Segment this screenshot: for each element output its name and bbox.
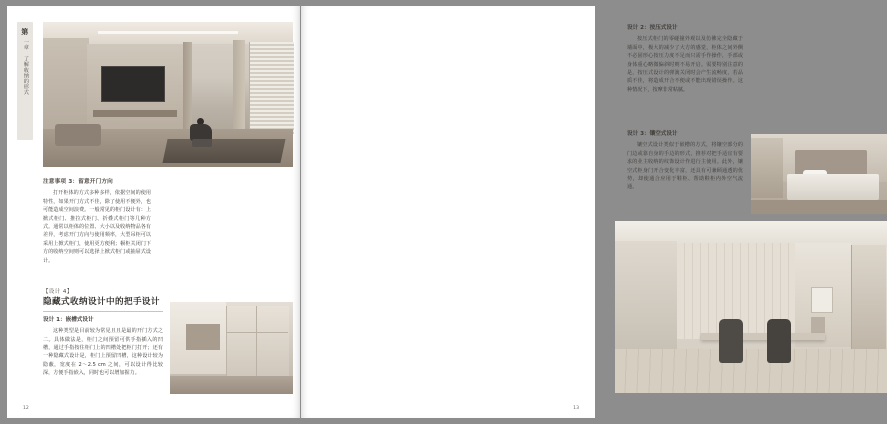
chapter-tab-vertical: 了解收纳的形式	[22, 56, 29, 96]
right-block-1	[627, 24, 743, 94]
photo-living-room	[43, 22, 293, 167]
chapter-tab-num: 第	[21, 28, 29, 36]
photo-bedroom	[751, 134, 887, 214]
section-title: 隐藏式收纳设计中的把手设计	[43, 297, 160, 308]
photo-hallway-cabinet	[170, 302, 293, 394]
person-figure	[189, 118, 215, 148]
note-block	[43, 178, 151, 265]
section-number: 【设计 4】	[43, 289, 73, 295]
chair-right	[767, 319, 791, 363]
right-block-1-head: 设计 2：按压式设计	[627, 25, 678, 31]
chapter-tab	[17, 22, 33, 140]
chapter-tab-label: 一章	[22, 38, 29, 50]
chair-left	[719, 319, 743, 363]
note-title: 注意事项 3：留意开门方向	[43, 179, 113, 185]
wall-art	[811, 287, 833, 313]
section-divider	[43, 311, 163, 312]
section-intro: 这种类型是目前较为常见且且是最的开门方式之二。具体做法是，柜门之间预留可供手指插入的凹槽，通过手指按住柜门上的凹槽处把柜门打开；还有一种隐藏式设计是，柜门上预留凹槽，这种设计较为隐蔽，宽度在 2～2.5 cm 之间，可以设计得比较深，方便手指嵌入，同时也可以增加握力。	[43, 328, 163, 377]
tv-screen	[101, 66, 165, 102]
right-block-2-body: 镶空式设计类似于嵌槽的方式，将镶空部分的门边或靠自身的手边的形式，推荐对把手适宜有要求的业主收纳的纹饰设计作进行主使用。此外，镶空式柜身门开合变化丰富，还具有可兼顾通透的优势，却使通合应用于鞋柜、帮助鞋柜内外空气流通。	[627, 142, 743, 191]
photo-study-room	[615, 221, 887, 393]
folio-right: 13	[573, 406, 579, 411]
section-block	[43, 288, 163, 378]
right-page	[301, 6, 743, 418]
right-block-1-body: 按压式柜门的零碰撞外观以及仿佛完全隐藏于墙面中，极大的减少了大方的感觉，柜体之间外侧不必固形心按压力度不足而只需手作操作，手部或身体重心略微偏斜时则不易开启。需要特别注意的是，按压式设计的弹簧关闭时会产生流畅度，若品质不佳，将造成开合不便或不能出现错误操作。这种情况下，按摩非常粘腻。	[627, 36, 743, 93]
note-body: 打开柜体的方式多种多样，依据空间的使用特性，如果开门方式不佳，除了使用不便外，也可能造成空间浪费。一般常见的柜门设计有：上掀式柜门、推拉式柜门、折叠式柜门等几种方式。通常以柜体的位置、大小以及收纳物品各有差异，考虑开门方向与使用频率，大型吊柜可以采用上掀式柜门，使用更方便利；橱柜关闭门下方的收纳空间则可以选择上掀式柜门或抽屉式设计。	[43, 190, 151, 264]
right-block-2	[627, 130, 743, 192]
folio-left: 12	[23, 406, 29, 411]
window-blinds	[249, 42, 294, 134]
left-page	[7, 6, 300, 418]
section-subtitle: 设计 1：嵌槽式设计	[43, 316, 94, 323]
right-block-2-head: 设计 3：镶空式设计	[627, 131, 678, 137]
